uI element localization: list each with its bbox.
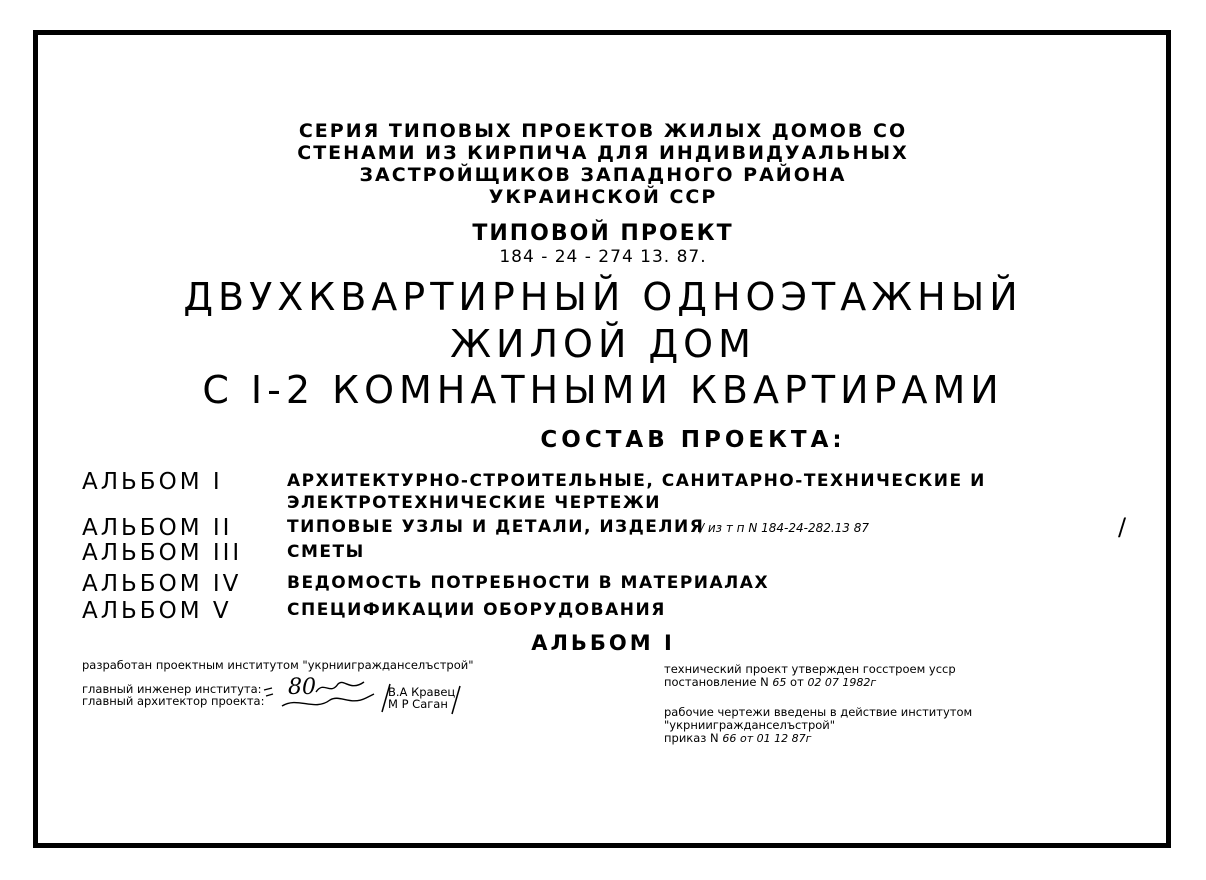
album-3-text: СМЕТЫ <box>287 542 365 562</box>
approved-line-2 <box>664 676 876 689</box>
series-title-line-1: СЕРИЯ ТИПОВЫХ ПРОЕКТОВ ЖИЛЫХ ДОМОВ СО <box>298 120 908 142</box>
album-5-text: СПЕЦИФИКАЦИИ ОБОРУДОВАНИЯ <box>287 600 666 620</box>
project-number: 184 - 24 - 274 13. 87. <box>499 247 707 267</box>
album-4-text: ВЕДОМОСТЬ ПОТРЕБНОСТИ В МАТЕРИАЛАХ <box>287 573 770 593</box>
svg-text:80: 80 <box>288 675 316 700</box>
album-2-reference-end: / <box>1118 513 1127 541</box>
order-date: от 01 12 87г <box>739 732 812 745</box>
order-number: 66 <box>722 732 737 745</box>
album-1-text: АРХИТЕКТУРНО-СТРОИТЕЛЬНЫЕ, САНИТАРНО-ТЕХНИЧЕСКИЕ И <box>287 471 986 491</box>
album-2-text: ТИПОВЫЕ УЗЛЫ И ДЕТАЛИ, ИЗДЕЛИЯ <box>287 517 705 537</box>
album-1-label: АЛЬБОМ I <box>82 469 223 495</box>
series-title-line-4: УКРАИНСКОЙ ССР <box>488 186 718 208</box>
series-title-line-2: СТЕНАМИ ИЗ КИРПИЧА ДЛЯ ИНДИВИДУАЛЬНЫХ <box>297 142 909 164</box>
chief-engineer-label: главный инженер института: <box>82 682 262 696</box>
series-title-line-3: ЗАСТРОЙЩИКОВ ЗАПАДНОГО РАЙОНА <box>359 164 847 186</box>
album-1-text-2: ЭЛЕКТРОТЕХНИЧЕСКИЕ ЧЕРТЕЖИ <box>287 493 661 513</box>
album-4-label: АЛЬБОМ IV <box>82 571 242 597</box>
approved-line-1: технический проект утвержден госстроем усср <box>664 662 956 676</box>
signatures-image <box>258 672 388 714</box>
order-prefix: приказ N <box>664 731 719 745</box>
working-line-2: "укрниигражданселъстрой" <box>664 718 836 732</box>
developed-by: разработан проектным институтом "укрниигражданселъстрой" <box>82 658 474 672</box>
approved-prefix: постановление N <box>664 675 769 689</box>
working-line-1: рабочие чертежи введены в действие институтом <box>664 705 973 719</box>
name-slashes <box>376 682 466 716</box>
order-line <box>664 732 811 745</box>
album-3-label: АЛЬБОМ III <box>82 540 243 566</box>
approved-date: 02 07 1982г <box>807 676 877 689</box>
main-title-line-2: ЖИЛОЙ ДОМ <box>450 322 756 366</box>
album-5-label: АЛЬБОМ V <box>82 598 232 624</box>
album-2-label: АЛЬБОМ II <box>82 515 233 541</box>
approved-of: от <box>790 675 804 689</box>
chief-architect-name: М Р Саган <box>388 697 448 711</box>
project-label: ТИПОВОЙ ПРОЕКТ <box>472 221 734 246</box>
chief-architect-label: главный архитектор проекта: <box>82 694 265 708</box>
main-title-line-1: ДВУХКВАРТИРНЫЙ ОДНОЭТАЖНЫЙ <box>183 275 1023 319</box>
approved-number: 65 <box>772 676 787 689</box>
current-album: АЛЬБОМ I <box>531 631 675 655</box>
chief-engineer-name: В.А Кравец <box>388 685 456 699</box>
main-title-line-3: С I-2 КОМНАТНЫМИ КВАРТИРАМИ <box>202 368 1004 412</box>
album-2-reference: / из т п N 184-24-282.13 87 <box>700 521 870 535</box>
composition-heading: СОСТАВ ПРОЕКТА: <box>540 427 846 453</box>
